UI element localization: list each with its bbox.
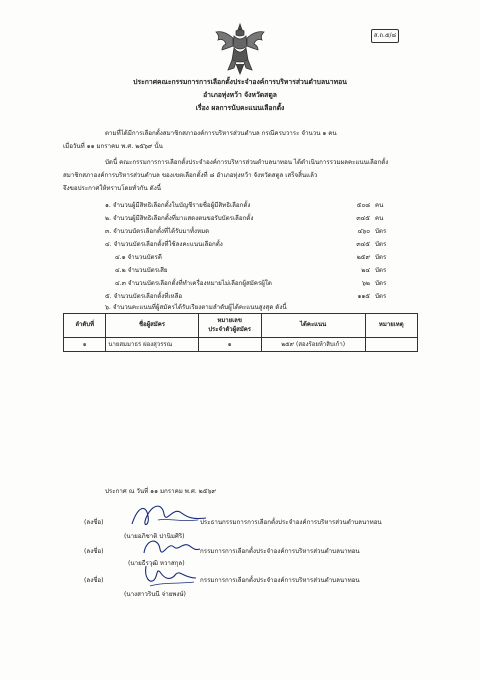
stat-row-unit: บัตร [375, 280, 387, 287]
stat-row-label: ๒. จำนวนผู้มีสิทธิเลือกตั้งที่มาแสดงตนขอรับบัตรเลือกตั้ง [105, 215, 254, 222]
cell-note [365, 338, 417, 352]
cell-score: ๒๕๙ (สองร้อยห้าสิบเก้า) [261, 338, 365, 352]
form-code-box: ส.ถ.๕/๘ [371, 29, 399, 43]
stat-row-unit: บัตร [375, 267, 387, 274]
intro-paragraph-2a: บัดนี้ คณะกรรมการการเลือกตั้งประจำองค์การบริหารส่วนตำบลนาทอน ได้ดำเนินการรวมผลคะแนนเลือกตั้ง [105, 159, 389, 166]
cell-name: นายสมมาธร ผ่องสุวรรณ [106, 338, 198, 352]
announce-date: ประกาศ ณ วันที่ ๑๑ มกราคม พ.ศ. ๒๕๖๙ [105, 488, 216, 495]
table-header-row [64, 314, 418, 338]
stat-row-unit: บัตร [375, 241, 387, 248]
stat-row-label: ๔.๒ จำนวนบัตรเสีย [115, 267, 168, 274]
table-row [64, 338, 418, 352]
stat-row-value: ๒๔ [361, 267, 370, 274]
stat-row-unit: คน [375, 215, 384, 222]
col-header-score: ได้คะแนน [261, 314, 365, 338]
cell-order: ๑ [64, 338, 106, 352]
col-header-order: ลำดับที่ [64, 314, 106, 338]
intro-paragraph-1a: ตามที่ได้มีการเลือกตั้งสมาชิกสภาองค์การบริหารส่วนตำบล กรณีครบวาระ จำนวน ๑ คน [105, 130, 337, 137]
sign-label-2: (ลงชื่อ) [84, 548, 104, 555]
stat-row-value: ๓๔๕ [356, 215, 370, 222]
stat-row-value: ๓๔๕ [356, 241, 370, 248]
stat-row-label: ๔. จำนวนบัตรเลือกตั้งที่ใช้ลงคะแนนเลือกตั้ง [105, 241, 223, 248]
handwritten-signature-2 [138, 533, 202, 563]
results-table [63, 313, 418, 352]
signatory-name-3: (นางสาวรินนี จ่ายพงษ์) [124, 591, 186, 598]
stat-row-label: ๑. จำนวนผู้มีสิทธิเลือกตั้งในบัญชีรายชื่อผู้มีสิทธิเลือกตั้ง [105, 202, 251, 209]
col-header-note: หมายเหตุ [365, 314, 417, 338]
stat-row-label: ๔.๑ จำนวนบัตรดี [115, 254, 162, 261]
col-header-name: ชื่อผู้สมัคร [106, 314, 198, 338]
header-line-1: ประกาศคณะกรรมการการเลือกตั้งประจำองค์การบริหารส่วนตำบลนาทอน [133, 78, 347, 86]
header-title: เรื่อง ผลการนับคะแนนเลือกตั้ง [195, 104, 285, 112]
stat-row-label: ๖. จำนวนคะแนนที่ผู้สมัครได้รับเรียงตามลำดับผู้ได้คะแนนสูงสุด ดังนี้ [105, 304, 287, 311]
stat-row-value: ๔๖๐ [357, 228, 370, 235]
signatory-name-1: (นายอภิชาติ ปานิมศิริ) [124, 533, 185, 540]
stat-row-value: ๑๑๕ [357, 293, 370, 300]
col-header-number [198, 314, 261, 338]
stat-row-unit: บัตร [375, 293, 387, 300]
signatory-name-2: (นายธีรวุฒิ หวาสกุล) [128, 560, 185, 567]
stat-row-value: ๒๕๙ [356, 254, 370, 261]
sign-label-1: (ลงชื่อ) [84, 519, 104, 526]
stat-row-unit: คน [375, 202, 384, 209]
cell-number: ๑ [198, 338, 261, 352]
handwritten-signature-1 [128, 498, 208, 534]
intro-paragraph-1b: เมื่อวันที่ ๑๑ มกราคม พ.ศ. ๒๕๖๙ นั้น [63, 143, 163, 150]
signatory-role-1: ประธานกรรมการการเลือกตั้งประจำองค์การบริหารส่วนตำบลนาทอน [200, 519, 382, 526]
stat-row-label: ๓. จำนวนบัตรเลือกตั้งที่ได้รับมาทั้งหมด [105, 228, 210, 235]
signatory-role-2: กรรมการการเลือกตั้งประจำองค์การบริหารส่วนตำบลนาทอน [200, 548, 360, 555]
stat-row-unit: บัตร [375, 254, 387, 261]
stat-row-label: ๔.๓ จำนวนบัตรเลือกตั้งที่ทำเครื่องหมายไม่เลือกผู้สมัครผู้ใด [115, 280, 272, 287]
header-line-2: อำเภอทุ่งหว้า จังหวัดสตูล [203, 91, 277, 99]
garuda-emblem-icon [214, 22, 266, 76]
col-header-number-line2: ประจำตัวผู้สมัคร [208, 325, 252, 333]
signatory-role-3: กรรมการการเลือกตั้งประจำองค์การบริหารส่วนตำบลนาทอน [200, 577, 360, 584]
stat-row-value: ๖๒ [361, 280, 370, 287]
intro-paragraph-2b: สมาชิกสภาองค์การบริหารส่วนตำบล ของเขตเลือกตั้งที่ ๘ อำเภอทุ่งหว้า จังหวัดสตูล เสร็จสิ้นแล้ว [63, 172, 318, 179]
stat-row-label: ๕. จำนวนบัตรเลือกตั้งที่เหลือ [105, 293, 183, 300]
sign-label-3: (ลงชื่อ) [84, 577, 104, 584]
col-header-number-line1: หมายเลข [217, 317, 242, 325]
handwritten-signature-3 [140, 560, 200, 592]
stat-row-value: ๕๐๘ [356, 202, 370, 209]
stat-row-unit: บัตร [375, 228, 387, 235]
intro-paragraph-2c: จึงขอประกาศให้ทราบโดยทั่วกัน ดังนี้ [63, 185, 161, 192]
